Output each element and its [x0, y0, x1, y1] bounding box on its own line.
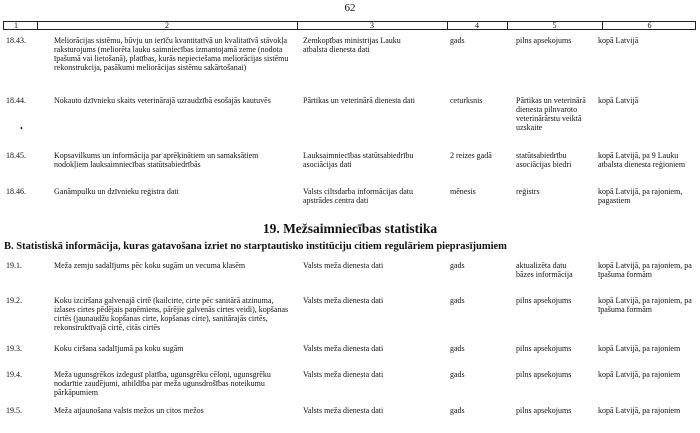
row-18-43-scope: kopā Latvijā — [598, 36, 639, 45]
row-19-1-source: Valsts meža dienesta dati — [303, 261, 384, 270]
subsection-title: B. Statistiskā informācija, kuras gatavošana izriet no starptautisko institūciju citiem regulāriem pieprasījumiem — [4, 241, 507, 252]
row-19-3-description: Koku ciršana sadalījumā pa koku sugām — [54, 344, 184, 353]
row-19-1-scope: kopā Latvijā, pa rajoniem, pa īpašuma formām — [598, 261, 692, 279]
row-18-46-source: Valsts ciltsdarba informācijas datu apstrādes centra dati — [303, 187, 413, 205]
row-19-5-number: 19.5. — [6, 406, 22, 415]
row-19-4-source: Valsts meža dienesta dati — [303, 370, 384, 379]
row-19-2-scope: kopā Latvijā, pa rajoniem, pa īpašuma formām — [598, 296, 692, 314]
row-19-2-description: Koku izciršana galvenajā cirtē (kailcirte, cirte pēc sanitārā atzinuma, izlases cirtes pēdējais paņēmiens, pārējie galvenās cirtes veidi), kopšanas cirtēs (jaunaudžu kopšanas cirte, kopšanas cirte), sanitārajās cirtēs, rekonstruktīvajā cirtē, citās cirtēs — [54, 296, 289, 332]
row-19-5-frequency: gads — [450, 406, 465, 415]
row-18-43-description: Meliorācijas sistēmu, būvju un ierīču kvantitatīvā un kvalitatīvā stāvokļa raksturojums (meliorēta lauku saimniecības izmantojamā zeme (nodota īpašumā vai lietošanā), platības, kurās nepieciešama meliorācijas sistēmu rekonstrukcija, pasākumi meliorācijas sistēmu sakārtošanai) — [54, 36, 289, 72]
row-18-43-frequency: gads — [450, 36, 465, 45]
row-19-4-frequency: gads — [450, 370, 465, 379]
row-19-3-source: Valsts meža dienesta dati — [303, 344, 384, 353]
header-col-2: 2 — [165, 21, 169, 30]
row-18-46-frequency: mēnesis — [450, 187, 476, 196]
row-18-45-frequency: 2 reizes gadā — [450, 151, 492, 160]
header-col-6: 6 — [647, 21, 652, 30]
row-19-1-number: 19.1. — [6, 261, 22, 270]
row-19-5-description: Meža atjaunošana valsts mežos un citos mežos — [54, 406, 204, 415]
row-18-44-number: 18.44. — [6, 96, 26, 105]
row-18-44-description: Nokauto dzīvnieku skaits veterinārajā uzraudzībā esošajās kautuvēs — [54, 96, 271, 105]
row-19-5-scope: kopā Latvijā, pa rajoniem — [598, 406, 681, 415]
row-18-44-frequency: ceturksnis — [450, 96, 483, 105]
row-18-45-description: Kopsavilkums un informācija par aprēķinātiem un samaksātiem nodokļiem lauksaimniecības statūtsabiedrībās — [54, 151, 259, 169]
row-19-5-method: pilns apsekojums — [516, 406, 572, 415]
page-number: 62 — [344, 2, 356, 14]
row-18-44-source: Pārtikas un veterinārā dienesta dati — [303, 96, 415, 105]
row-18-43-number: 18.43. — [6, 36, 26, 45]
row-19-2-method: pilns apsekojums — [516, 296, 572, 305]
row-19-2-number: 19.2. — [6, 296, 22, 305]
row-19-4-method: pilns apsekojums — [516, 370, 572, 379]
row-18-46-scope: kopā Latvijā, pa rajoniem, pagastiem — [598, 187, 683, 205]
row-18-45-scope: kopā Latvijā, pa 9 Lauku atbalsta dienesta reģioniem — [598, 151, 686, 169]
row-18-43-source: Zemkopības ministrijas Lauku atbalsta dienesta dati — [303, 36, 401, 54]
row-19-2-frequency: gads — [450, 296, 465, 305]
header-col-1: 1 — [14, 21, 18, 30]
row-19-4-scope: kopā Latvijā, pa rajoniem — [598, 370, 681, 379]
row-18-44-scope: kopā Latvijā — [598, 96, 639, 105]
row-18-46-number: 18.46. — [6, 187, 26, 196]
row-18-45-source: Lauksaimniecības statūtsabiedrību asociācijas dati — [303, 151, 414, 169]
row-19-5-source: Valsts meža dienesta dati — [303, 406, 384, 415]
row-19-1-description: Meža zemju sadalījums pēc koku sugām un vecuma klasēm — [54, 261, 246, 270]
row-18-44-method: Pārtikas un veterinārā dienesta pilnvaroto veterinārārstu veiktā uzskaite — [516, 96, 586, 132]
row-18-45-method: statūtsabiedrību asociācijas biedri — [516, 151, 572, 169]
row-18-43-method: pilns apsekojums — [516, 36, 572, 45]
column-header — [3, 21, 696, 30]
row-19-3-frequency: gads — [450, 344, 465, 353]
row-19-1-method: aktualizēta datu bāzes informācija — [516, 261, 573, 279]
row-19-3-scope: kopā Latvijā, pa rajoniem — [598, 344, 681, 353]
row-18-45-number: 18.45. — [6, 151, 26, 160]
header-col-3: 3 — [370, 21, 374, 30]
row-19-2-source: Valsts meža dienesta dati — [303, 296, 384, 305]
row-19-4-number: 19.4. — [6, 370, 22, 379]
row-18-46-description: Ganāmpulku un dzīvnieku reģistra dati — [54, 187, 179, 196]
header-col-4: 4 — [475, 21, 479, 30]
row-19-3-number: 19.3. — [6, 344, 22, 353]
section-title: 19. Mežsaimniecības statistika — [262, 221, 438, 236]
row-19-1-frequency: gads — [450, 261, 465, 270]
header-col-5: 5 — [552, 21, 557, 30]
row-19-3-method: pilns apsekojums — [516, 344, 572, 353]
bullet-mark: • — [20, 124, 23, 133]
row-18-46-method: reģistrs — [516, 187, 540, 196]
row-19-4-description: Meža ugunsgrēkos izdegusī platība, ugunsgrēku cēloņi, ugunsgrēku nodarītie zaudējumi, atbildība par meža ugunsdrošības noteikumu pārkāpumiem — [54, 370, 271, 397]
